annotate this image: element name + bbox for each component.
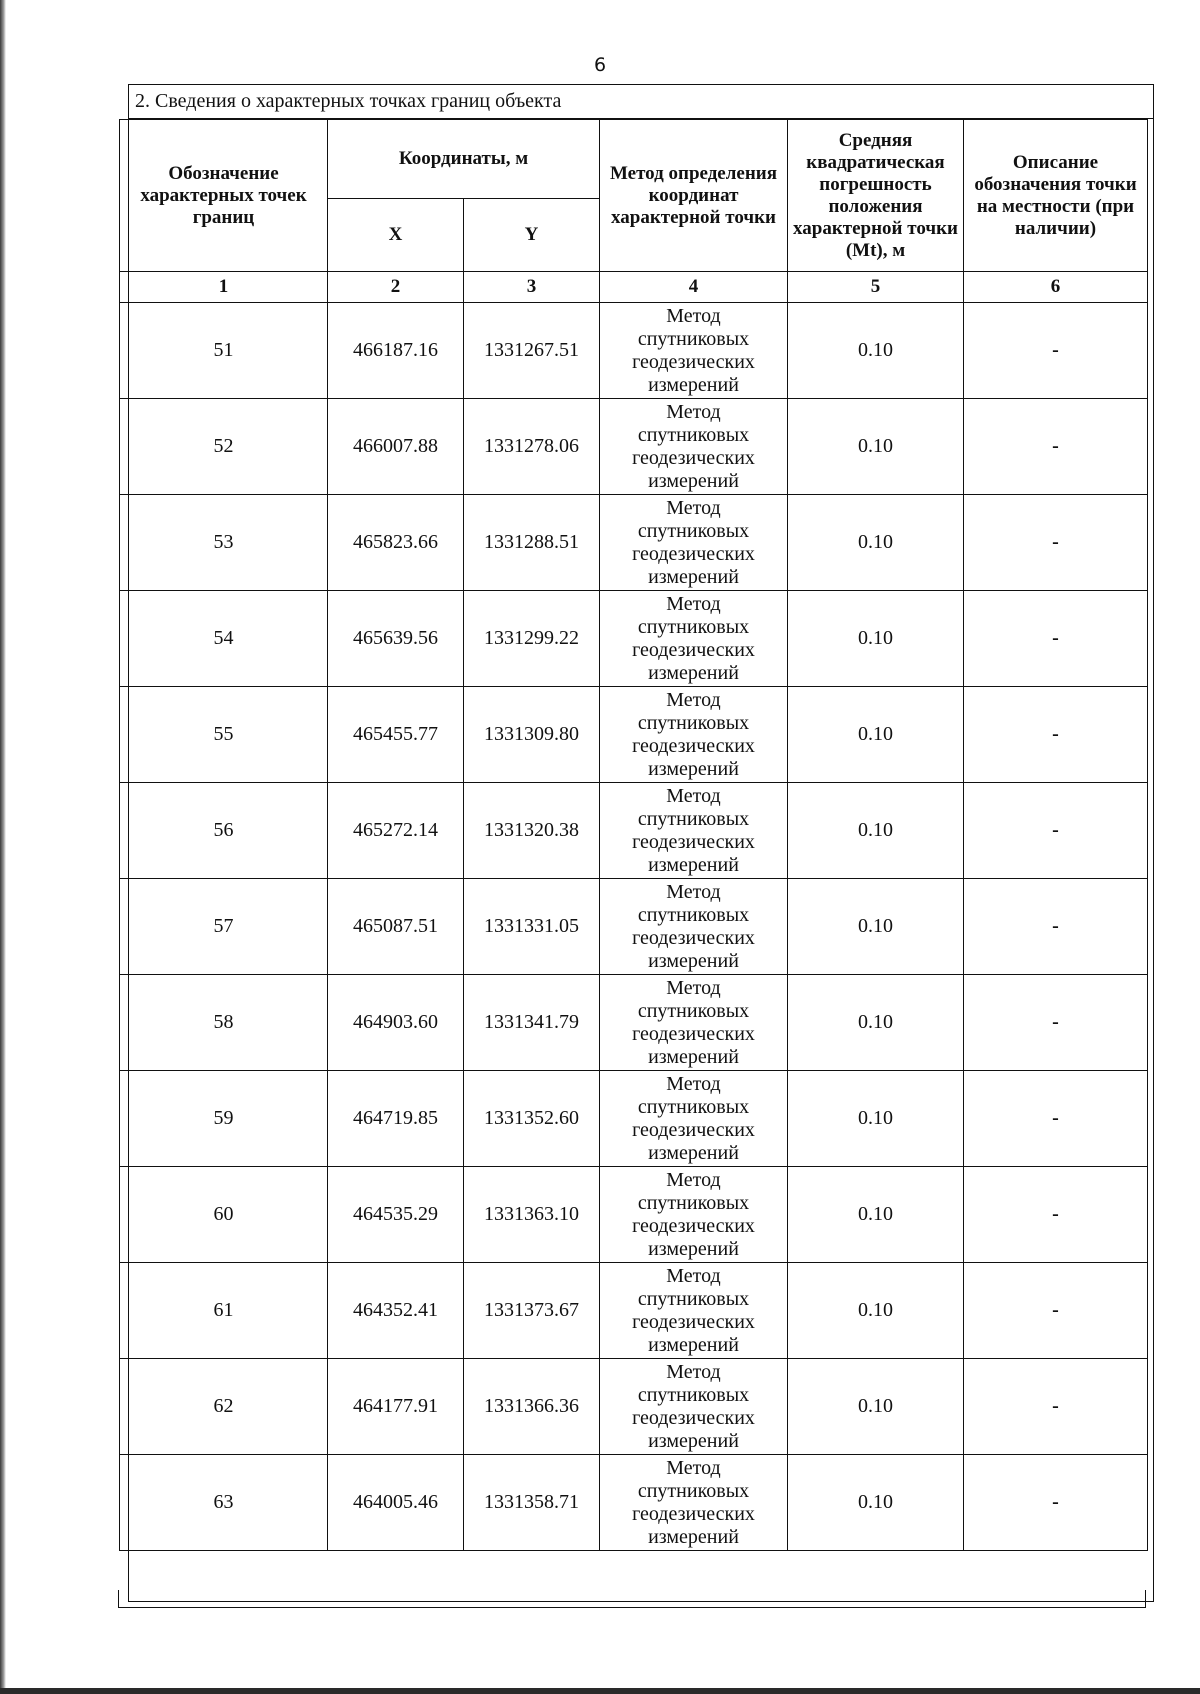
method-line: геодезических [632,734,755,757]
point-id-cell: 53 [120,495,328,591]
method-line: спутниковых [637,711,750,734]
header-method: Метод определения координат характерной точки [600,120,788,272]
y-coordinate-cell: 1331278.06 [464,399,600,495]
column-number: 6 [964,272,1148,303]
x-coordinate-cell: 464005.46 [328,1455,464,1551]
y-coordinate-cell: 1331288.51 [464,495,600,591]
y-coordinate-cell: 1331373.67 [464,1263,600,1359]
description-cell: - [964,879,1148,975]
y-coordinate-cell: 1331366.36 [464,1359,600,1455]
description-cell: - [964,303,1148,399]
method-cell [600,1263,788,1359]
table-row [120,975,1148,1071]
mean-error-cell: 0.10 [788,879,964,975]
method-line: геодезических [632,1118,755,1141]
boundary-points-table [119,119,1148,1551]
method-line: геодезических [632,1502,755,1525]
mean-error-cell: 0.10 [788,1167,964,1263]
method-line: спутниковых [637,807,750,830]
point-id-cell: 59 [120,1071,328,1167]
point-id-cell: 52 [120,399,328,495]
method-line: Метод [666,1456,721,1479]
method-line: геодезических [632,542,755,565]
header-coordinates: Координаты, м [328,120,600,199]
method-line: спутниковых [637,1287,750,1310]
scan-edge-left [0,0,6,1694]
method-line: спутниковых [637,1191,750,1214]
x-coordinate-cell: 465087.51 [328,879,464,975]
y-coordinate-cell: 1331331.05 [464,879,600,975]
table-row [120,495,1148,591]
table-bottom-strip [118,1590,1146,1608]
method-line: спутниковых [637,1479,750,1502]
column-number: 3 [464,272,600,303]
method-line: спутниковых [637,423,750,446]
mean-error-cell: 0.10 [788,591,964,687]
header-point-designation: Обозначение характерных точек границ [120,120,328,272]
mean-error-cell: 0.10 [788,783,964,879]
method-line: Метод [666,976,721,999]
method-line: геодезических [632,1214,755,1237]
description-cell: - [964,1167,1148,1263]
mean-error-cell: 0.10 [788,495,964,591]
description-cell: - [964,1359,1148,1455]
x-coordinate-cell: 464352.41 [328,1263,464,1359]
table-row [120,783,1148,879]
method-line: измерений [648,853,739,876]
x-coordinate-cell: 464535.29 [328,1167,464,1263]
table-row [120,1263,1148,1359]
table-row [120,591,1148,687]
table-row [120,879,1148,975]
table-row [120,1167,1148,1263]
method-line: спутниковых [637,519,750,542]
point-id-cell: 63 [120,1455,328,1551]
page-number: 6 [593,54,607,76]
method-line: измерений [648,757,739,780]
method-line: измерений [648,1429,739,1452]
method-cell [600,975,788,1071]
method-line: Метод [666,784,721,807]
table-row [120,303,1148,399]
method-line: Метод [666,400,721,423]
table-row [120,687,1148,783]
point-id-cell: 54 [120,591,328,687]
method-line: измерений [648,373,739,396]
method-line: Метод [666,304,721,327]
method-line: геодезических [632,830,755,853]
header-x: X [328,199,464,272]
method-cell [600,783,788,879]
method-line: Метод [666,1264,721,1287]
point-id-cell: 55 [120,687,328,783]
point-id-cell: 57 [120,879,328,975]
description-cell: - [964,1263,1148,1359]
mean-error-cell: 0.10 [788,1263,964,1359]
table-row [120,1071,1148,1167]
method-cell [600,1455,788,1551]
description-cell: - [964,687,1148,783]
x-coordinate-cell: 465823.66 [328,495,464,591]
table-row [120,1455,1148,1551]
table-row [120,1359,1148,1455]
method-line: спутниковых [637,999,750,1022]
mean-error-cell: 0.10 [788,1071,964,1167]
method-line: измерений [648,1237,739,1260]
method-line: геодезических [632,1310,755,1333]
method-line: спутниковых [637,1095,750,1118]
method-line: геодезических [632,1406,755,1429]
x-coordinate-cell: 464177.91 [328,1359,464,1455]
description-cell: - [964,399,1148,495]
header-description: Описание обозначения точки на местности (при наличии) [964,120,1148,272]
description-cell: - [964,1455,1148,1551]
method-line: Метод [666,880,721,903]
method-line: Метод [666,688,721,711]
scan-edge-bottom [0,1688,1200,1694]
method-line: спутниковых [637,1383,750,1406]
method-cell [600,495,788,591]
method-cell [600,1071,788,1167]
method-line: измерений [648,1333,739,1356]
point-id-cell: 58 [120,975,328,1071]
x-coordinate-cell: 466187.16 [328,303,464,399]
method-line: геодезических [632,926,755,949]
method-line: геодезических [632,350,755,373]
y-coordinate-cell: 1331309.80 [464,687,600,783]
method-line: спутниковых [637,327,750,350]
column-number: 2 [328,272,464,303]
mean-error-cell: 0.10 [788,687,964,783]
point-id-cell: 62 [120,1359,328,1455]
mean-error-cell: 0.10 [788,975,964,1071]
method-cell [600,687,788,783]
point-id-cell: 60 [120,1167,328,1263]
method-line: Метод [666,1168,721,1191]
method-cell [600,591,788,687]
method-line: измерений [648,1045,739,1068]
description-cell: - [964,591,1148,687]
method-line: измерений [648,661,739,684]
y-coordinate-cell: 1331358.71 [464,1455,600,1551]
column-number: 1 [120,272,328,303]
y-coordinate-cell: 1331352.60 [464,1071,600,1167]
method-line: измерений [648,949,739,972]
method-line: геодезических [632,1022,755,1045]
method-cell [600,1359,788,1455]
method-cell [600,399,788,495]
method-line: Метод [666,1072,721,1095]
method-line: измерений [648,565,739,588]
mean-error-cell: 0.10 [788,399,964,495]
mean-error-cell: 0.10 [788,1455,964,1551]
description-cell: - [964,975,1148,1071]
point-id-cell: 51 [120,303,328,399]
y-coordinate-cell: 1331320.38 [464,783,600,879]
method-cell [600,1167,788,1263]
method-line: Метод [666,1360,721,1383]
mean-error-cell: 0.10 [788,1359,964,1455]
header-y: Y [464,199,600,272]
section-title: 2. Сведения о характерных точках границ объекта [129,85,1153,119]
column-number: 4 [600,272,788,303]
x-coordinate-cell: 465272.14 [328,783,464,879]
mean-error-cell: 0.10 [788,303,964,399]
method-line: Метод [666,592,721,615]
method-line: спутниковых [637,615,750,638]
description-cell: - [964,783,1148,879]
method-line: спутниковых [637,903,750,926]
x-coordinate-cell: 464719.85 [328,1071,464,1167]
section-frame [128,84,1154,1602]
method-line: измерений [648,1525,739,1548]
method-line: геодезических [632,638,755,661]
header-mean-error: Средняя квадратическая погрешность положения характерной точки (Mt), м [788,120,964,272]
description-cell: - [964,495,1148,591]
table-row [120,399,1148,495]
method-line: Метод [666,496,721,519]
x-coordinate-cell: 465639.56 [328,591,464,687]
x-coordinate-cell: 465455.77 [328,687,464,783]
method-line: измерений [648,1141,739,1164]
description-cell: - [964,1071,1148,1167]
method-cell [600,303,788,399]
y-coordinate-cell: 1331363.10 [464,1167,600,1263]
y-coordinate-cell: 1331341.79 [464,975,600,1071]
y-coordinate-cell: 1331267.51 [464,303,600,399]
method-line: геодезических [632,446,755,469]
point-id-cell: 61 [120,1263,328,1359]
x-coordinate-cell: 466007.88 [328,399,464,495]
method-cell [600,879,788,975]
x-coordinate-cell: 464903.60 [328,975,464,1071]
column-number: 5 [788,272,964,303]
point-id-cell: 56 [120,783,328,879]
y-coordinate-cell: 1331299.22 [464,591,600,687]
method-line: измерений [648,469,739,492]
